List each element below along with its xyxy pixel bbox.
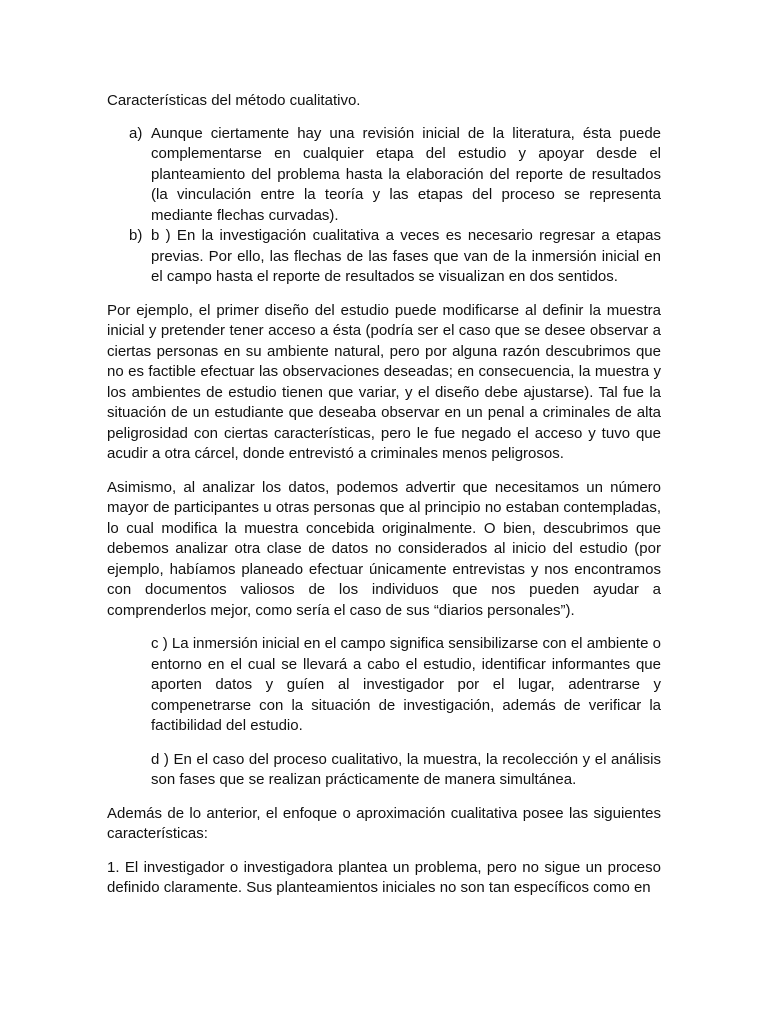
document-heading: Características del método cualitativo. <box>107 92 361 109</box>
indented-point-d: d ) En el caso del proceso cualitativo, la muestra, la recolección y el análisis son fases que se realizan prácticamente de manera simultánea. <box>151 750 661 788</box>
list-marker: a) <box>129 124 143 142</box>
paragraph-data-analysis: Asimismo, al analizar los datos, podemos advertir que necesitamos un número mayor de participantes u otras personas que al principio no estaban contempladas, lo cual modifica la muestra concebida originalmente. O bien, descubrimos que debemos analizar otra clase de datos no considerados al inicio del estudio (por ejemplo, habíamos planeado efectuar únicamente entrevistas y nos encontramos con documentos valiosos de los individuos que nos pueden ayudar a comprenderlos mejor, como sería el caso de sus “diarios personales”). <box>107 478 661 619</box>
characteristics-list <box>107 124 661 288</box>
paragraph-intro-characteristics: Además de lo anterior, el enfoque o aproximación cualitativa posee las siguientes características: <box>107 804 661 842</box>
document-body <box>107 91 661 912</box>
list-item-text: b ) En la investigación cualitativa a veces es necesario regresar a etapas previas. Por ello, las flechas de las fases que van de la inmersión inicial en el campo hasta el reporte de resultados se visualizan en dos sentidos. <box>151 227 661 285</box>
paragraph-point-1: 1. El investigador o investigadora plantea un problema, pero no sigue un proceso definido claramente. Sus planteamientos iniciales no son tan específicos como en <box>107 858 661 896</box>
paragraph-example: Por ejemplo, el primer diseño del estudio puede modificarse al definir la muestra inicial y pretender tener acceso a ésta (podría ser el caso que se desee observar a ciertas personas en su ambiente natural, pero por alguna razón descubrimos que no es factible efectuar las observaciones deseadas; en consecuencia, la muestra y los ambientes de estudio tienen que variar, y el diseño debe ajustarse). Tal fue la situación de un estudiante que deseaba observar en un penal a criminales de alta peligrosidad con ciertas características, pero le fue negado el acceso y tuvo que acudir a otra cárcel, donde entrevistó a criminales menos peligrosos. <box>107 301 661 462</box>
list-item-b <box>107 226 661 288</box>
list-item-text: Aunque ciertamente hay una revisión inicial de la literatura, ésta puede complementarse en cualquier etapa del estudio y apoyar desde el planteamiento del problema hasta la elaboración del reporte de resultados (la vinculación entre la teoría y las etapas del proceso se representa mediante flechas curvadas). <box>151 124 661 224</box>
indented-point-c: c ) La inmersión inicial en el campo significa sensibilizarse con el ambiente o entorno en el cual se llevará a cabo el estudio, identificar informantes que aporten datos y guíen al investigador por el lugar, adentrarse y compenetrarse con la situación de investigación, además de verificar la factibilidad del estudio. <box>151 635 661 734</box>
list-marker: b) <box>129 227 143 244</box>
list-item-a <box>107 124 661 227</box>
